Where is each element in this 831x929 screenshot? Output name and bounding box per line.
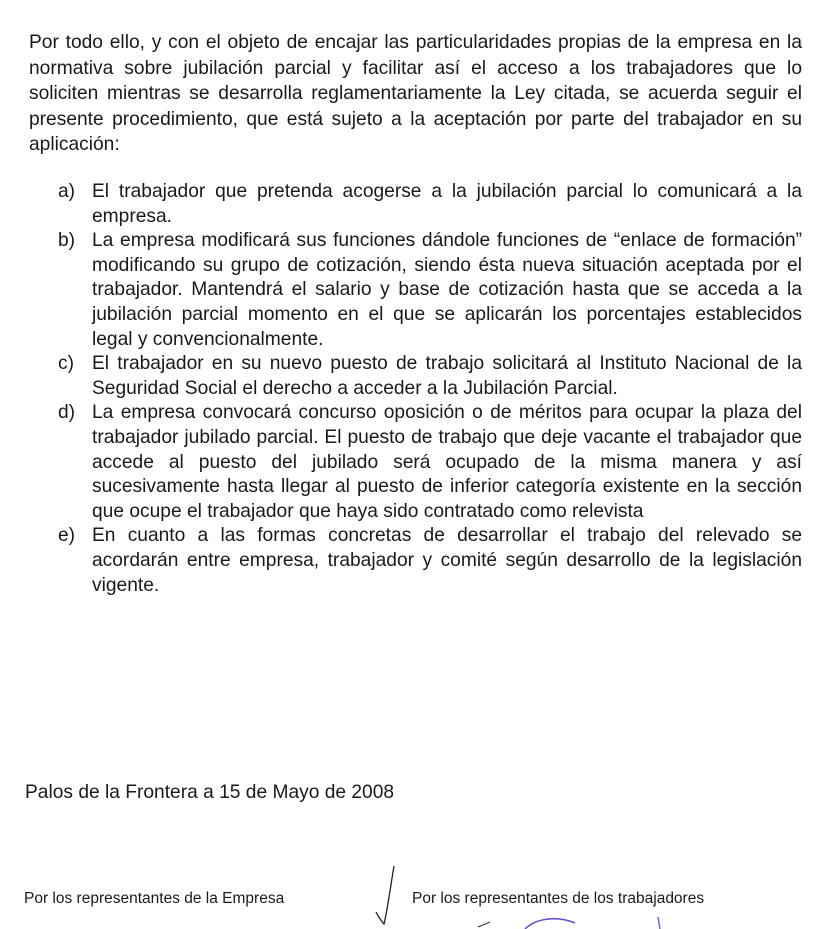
list-item-text: En cuanto a las formas concretas de desarrollar el trabajo del relevado se acordarán entre empresa, trabajador y comité según desarrollo de la legislación vigente. [92,525,802,596]
list-item-b [58,229,802,352]
handwritten-signature [360,860,420,929]
list-item-text: El trabajador en su nuevo puesto de trabajo solicitará al Instituto Nacional de la Seguridad Social el derecho a acceder a la Jubilación Parcial. [92,353,802,399]
list-item-text: La empresa convocará concurso oposición o de méritos para ocupar la plaza del trabajador jubilado parcial. El puesto de trabajo que deje vacante el trabajador que accede al puesto del jubilado será ocupado de la misma manera y así sucesivamente hasta llegar al puesto de inferior categoría existente en la sección que ocupe el trabajador que haya sido contratado como relevista [92,402,802,522]
procedure-list [58,180,802,598]
place-date: Palos de la Frontera a 15 de Mayo de 2008 [25,782,395,803]
list-marker: a) [58,181,76,202]
list-marker: d) [58,402,76,424]
company-signature-label: Por los representantes de la Empresa [24,890,285,907]
stamp-mark [470,905,670,929]
list-item-text: El trabajador que pretenda acogerse a la jubilación parcial lo comunicará a la empresa. [92,181,802,227]
list-item-d [58,401,802,524]
list-item-e [58,524,802,598]
intro-paragraph: Por todo ello, y con el objeto de encajar las particularidades propias de la empresa en la normativa sobre jubilación parcial y facilitar así el acceso a los trabajadores que lo soliciten mientras se desarrolla reglamentariamente la Ley citada, se acuerda seguir el presente procedimiento, que está sujeto a la aceptación por parte del trabajador en su aplicación: [29,32,802,155]
list-item-a [58,180,802,229]
list-item-c [58,352,802,401]
list-item-text: La empresa modificará sus funciones dándole funciones de “enlace de formación” modificando su grupo de cotización, siendo ésta nueva situación aceptada por el trabajador. Mantendrá el salario y base de cotización hasta que se acceda a la jubilación parcial momento en el que se aplicarán los porcentajes establecidos legal y convencionalmente. [92,230,802,350]
list-marker: c) [58,353,74,375]
list-marker: b) [58,230,76,252]
workers-signature-label: Por los representantes de los trabajadores [412,890,705,907]
list-marker: e) [58,525,76,547]
